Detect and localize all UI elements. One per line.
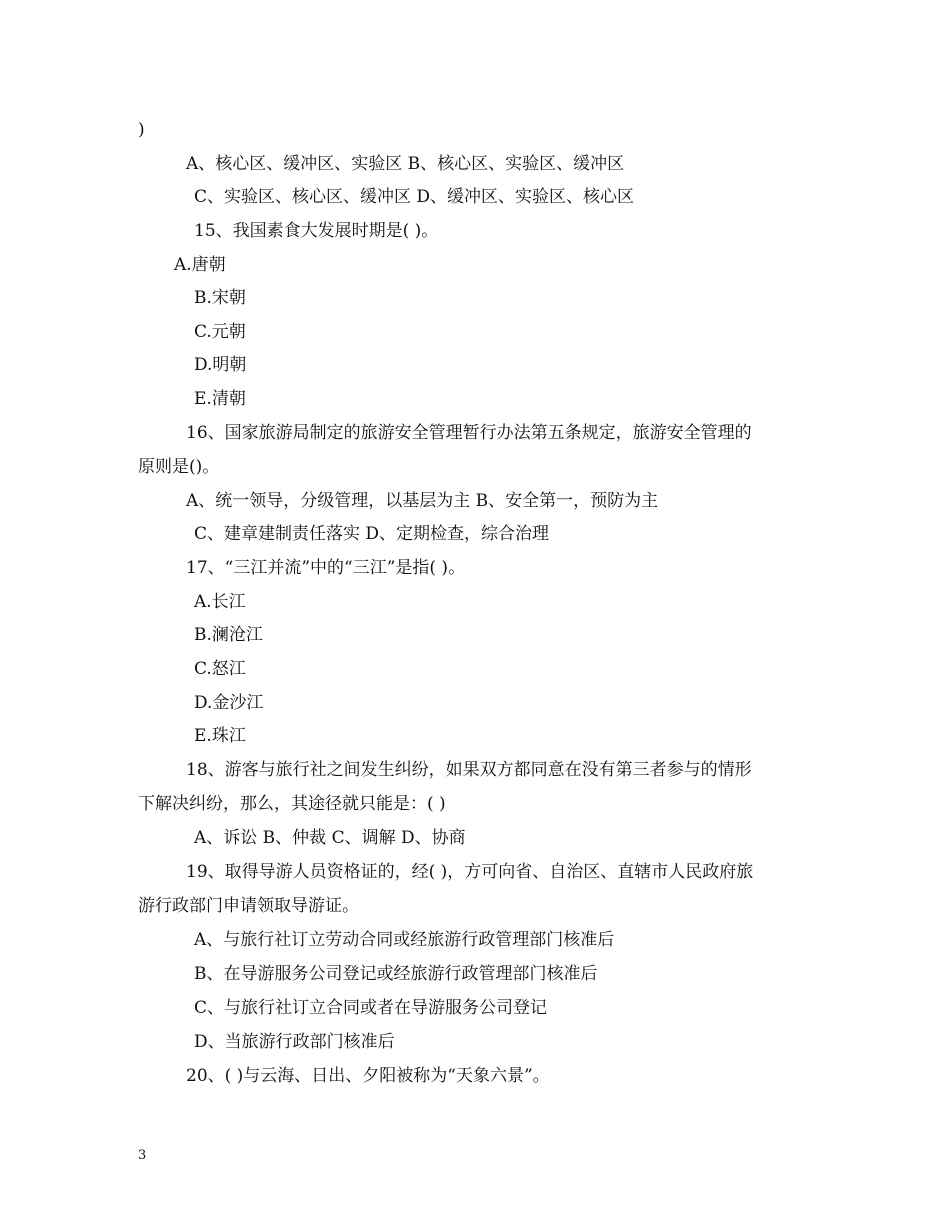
option-line: B.宋朝: [194, 288, 246, 308]
question-17: 17、“三江并流”中的“三江”是指( )。: [186, 558, 466, 578]
option-line: D、当旅游行政部门核准后: [194, 1032, 395, 1052]
option-line: C.元朝: [194, 322, 246, 342]
option-line: D.明朝: [194, 355, 247, 375]
text-line: C、实验区、核心区、缓冲区 D、缓冲区、实验区、核心区: [194, 187, 635, 207]
option-line: A.长江: [194, 592, 246, 612]
option-line: E.清朝: [194, 389, 246, 409]
option-line: C、建章建制责任落实 D、定期检查，综合治理: [194, 524, 550, 544]
option-line: A、与旅行社订立劳动合同或经旅游行政管理部门核准后: [194, 930, 615, 950]
text-line: 游行政部门申请领取导游证。: [138, 896, 359, 916]
text-line: A、核心区、缓冲区、实验区 B、核心区、实验区、缓冲区: [186, 154, 625, 174]
text-line: 下解决纠纷，那么，其途径就只能是：( ): [138, 794, 446, 814]
question-19: 19、取得导游人员资格证的，经( )，方可向省、自治区、直辖市人民政府旅: [186, 862, 754, 882]
option-line: B、在导游服务公司登记或经旅游行政管理部门核准后: [194, 964, 598, 984]
question-18: 18、游客与旅行社之间发生纠纷，如果双方都同意在没有第三者参与的情形: [186, 760, 752, 780]
option-line: A、诉讼 B、仲裁 C、调解 D、协商: [194, 828, 466, 848]
text-line: ): [138, 120, 145, 140]
option-line: A、统一领导，分级管理，以基层为主 B、安全第一，预防为主: [186, 491, 659, 511]
option-line: D.金沙江: [194, 693, 264, 713]
option-line: C、与旅行社订立合同或者在导游服务公司登记: [194, 998, 548, 1018]
question-16: 16、国家旅游局制定的旅游安全管理暂行办法第五条规定，旅游安全管理的: [186, 423, 752, 443]
page-number: 3: [138, 1148, 147, 1163]
option-line: E.珠江: [194, 726, 246, 746]
question-20: 20、( )与云海、日出、夕阳被称为“天象六景”。: [186, 1066, 550, 1086]
option-line: A.唐朝: [174, 255, 226, 275]
text-line: 原则是()。: [138, 457, 220, 477]
option-line: C.怒江: [194, 659, 246, 679]
question-15: 15、我国素食大发展时期是( )。: [194, 221, 439, 241]
option-line: B.澜沧江: [194, 625, 263, 645]
